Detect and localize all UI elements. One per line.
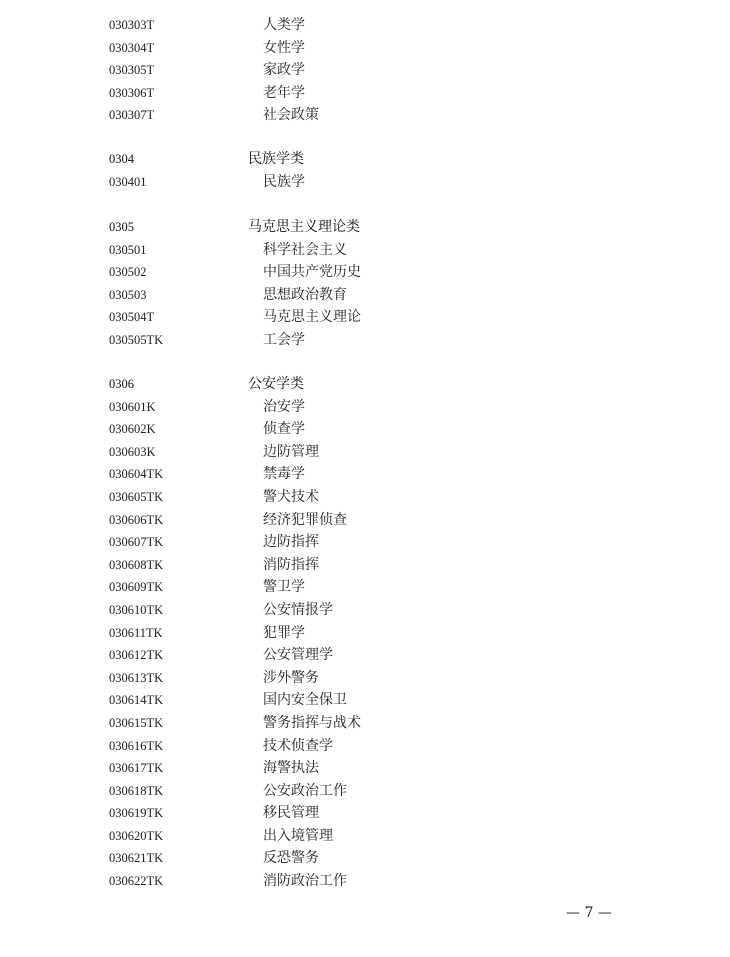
major-code: 030601K — [109, 399, 156, 414]
major-code: 030306T — [109, 85, 155, 100]
category-name: 公安学类 — [248, 376, 304, 392]
major-name: 国内安全保卫 — [263, 692, 347, 709]
major-name: 人类学 — [263, 17, 305, 33]
major-row — [0, 509, 730, 532]
major-name: 老年学 — [263, 84, 305, 101]
major-code: 030615TK — [109, 715, 164, 730]
major-row — [0, 870, 730, 893]
major-row — [0, 554, 730, 577]
major-name: 移民管理 — [263, 805, 319, 822]
category-code: 0305 — [109, 220, 134, 234]
major-row — [0, 689, 730, 712]
major-name: 禁毒学 — [263, 466, 305, 483]
major-code: 030607TK — [109, 535, 164, 550]
major-row — [0, 802, 730, 825]
major-row — [0, 329, 730, 352]
page-number: — 7 — — [566, 905, 612, 921]
major-code: 030617TK — [109, 761, 164, 776]
major-name: 反恐警务 — [263, 850, 319, 867]
major-name: 工会学 — [263, 331, 305, 348]
major-row — [0, 418, 730, 441]
major-name: 侦查学 — [263, 421, 305, 438]
major-name: 女性学 — [263, 39, 305, 56]
category-name: 民族学类 — [248, 151, 304, 167]
major-name: 边防指挥 — [263, 534, 319, 551]
major-row — [0, 396, 730, 419]
major-row — [0, 644, 730, 667]
major-row — [0, 441, 730, 464]
major-row — [0, 599, 730, 622]
major-row — [0, 463, 730, 486]
major-name: 中国共产党历史 — [263, 264, 361, 281]
major-code: 030304T — [109, 40, 155, 55]
category-row — [0, 148, 730, 171]
major-name: 警犬技术 — [263, 488, 319, 505]
major-code: 030504T — [109, 310, 155, 325]
major-name: 民族学 — [263, 173, 305, 190]
major-name: 技术侦查学 — [263, 737, 333, 754]
major-code: 030604TK — [109, 467, 164, 482]
major-code: 030621TK — [109, 851, 164, 866]
major-row — [0, 261, 730, 284]
major-row — [0, 531, 730, 554]
major-code: 030603K — [109, 444, 156, 459]
major-code: 030505TK — [109, 332, 164, 347]
major-group — [0, 373, 730, 893]
major-row — [0, 59, 730, 82]
major-code: 030307T — [109, 108, 155, 123]
major-name: 治安学 — [263, 398, 305, 415]
major-row — [0, 104, 730, 127]
major-name: 警务指挥与战术 — [263, 714, 361, 731]
major-name: 海警执法 — [263, 760, 319, 777]
category-row — [0, 373, 730, 396]
major-code: 030614TK — [109, 693, 164, 708]
major-row — [0, 847, 730, 870]
major-code: 030610TK — [109, 602, 164, 617]
major-name: 科学社会主义 — [263, 241, 347, 258]
major-row — [0, 825, 730, 848]
major-row — [0, 780, 730, 803]
major-code: 030401 — [109, 174, 147, 189]
major-code: 030502 — [109, 265, 147, 280]
category-name: 马克思主义理论类 — [248, 219, 360, 235]
category-code: 0306 — [109, 377, 134, 391]
major-group — [0, 216, 730, 352]
category-code: 0304 — [109, 152, 134, 166]
major-name: 思想政治教育 — [263, 286, 347, 303]
major-row — [0, 14, 730, 37]
major-code: 030605TK — [109, 489, 164, 504]
major-code: 030303T — [109, 18, 155, 32]
major-row — [0, 306, 730, 329]
major-row — [0, 37, 730, 60]
major-code: 030620TK — [109, 828, 164, 843]
major-name: 社会政策 — [263, 107, 319, 124]
major-name: 犯罪学 — [263, 624, 305, 641]
major-row — [0, 622, 730, 645]
major-name: 公安情报学 — [263, 601, 333, 618]
major-group — [0, 148, 730, 193]
major-row — [0, 239, 730, 262]
category-row — [0, 216, 730, 239]
major-name: 消防指挥 — [263, 556, 319, 573]
major-code: 030606TK — [109, 512, 164, 527]
major-code: 030612TK — [109, 648, 164, 663]
major-code: 030618TK — [109, 783, 164, 798]
major-code: 030305T — [109, 63, 155, 78]
major-name: 经济犯罪侦查 — [263, 511, 347, 528]
major-group — [0, 14, 730, 127]
major-row — [0, 576, 730, 599]
major-name: 出入境管理 — [263, 827, 333, 844]
major-code: 030609TK — [109, 580, 164, 595]
major-row — [0, 171, 730, 194]
major-name: 涉外警务 — [263, 669, 319, 686]
major-name: 马克思主义理论 — [263, 309, 361, 326]
major-row — [0, 82, 730, 105]
major-code: 030602K — [109, 422, 156, 437]
major-row — [0, 667, 730, 690]
major-row — [0, 486, 730, 509]
major-name: 消防政治工作 — [263, 873, 347, 890]
major-name: 警卫学 — [263, 579, 305, 596]
major-name: 公安管理学 — [263, 647, 333, 664]
major-code: 030616TK — [109, 738, 164, 753]
major-code: 030501 — [109, 242, 147, 257]
major-row — [0, 735, 730, 758]
major-row — [0, 284, 730, 307]
major-code: 030622TK — [109, 874, 164, 889]
major-name: 公安政治工作 — [263, 782, 347, 799]
major-code: 030619TK — [109, 806, 164, 821]
major-code: 030608TK — [109, 557, 164, 572]
major-row — [0, 712, 730, 735]
major-name: 边防管理 — [263, 443, 319, 460]
major-row — [0, 757, 730, 780]
major-code: 030503 — [109, 287, 147, 302]
major-name: 家政学 — [263, 62, 305, 79]
major-code: 030613TK — [109, 670, 164, 685]
major-code: 030611TK — [109, 625, 163, 640]
